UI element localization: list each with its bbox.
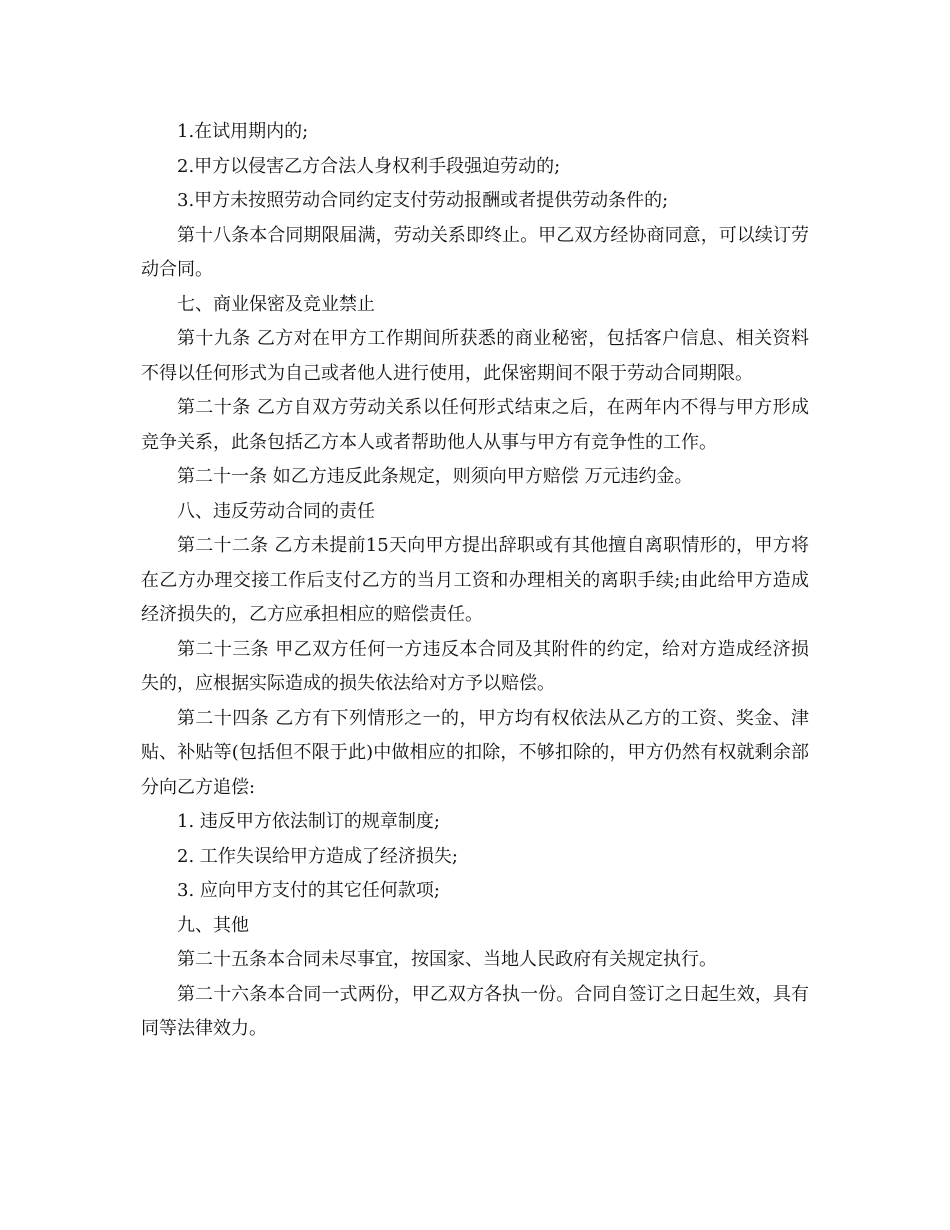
article-22: 第二十二条 乙方未提前15天向甲方提出辞职或有其他擅自离职情形的，甲方将在乙方办理交接工作后支付乙方的当月工资和办理相关的离职手续;由此给甲方造成经济损失的，乙方应承担相应的赔偿责任。 <box>141 535 809 625</box>
list-item-work-error: 2. 工作失误给甲方造成了经济损失; <box>177 845 458 867</box>
list-item-other-payments: 3. 应向甲方支付的其它任何款项; <box>177 880 440 901</box>
list-item-forced-labor: 2.甲方以侵害乙方合法人身权利手段强迫劳动的; <box>177 155 561 177</box>
article-21: 第二十一条 如乙方违反此条规定，则须向甲方赔偿 万元违约金。 <box>177 466 693 487</box>
article-26: 第二十六条本合同一式两份，甲乙双方各执一份。合同自签订之日起生效，具有同等法律效力。 <box>141 983 809 1039</box>
section-heading-confidentiality: 七、商业保密及竞业禁止 <box>177 293 375 315</box>
article-23: 第二十三条 甲乙双方任何一方违反本合同及其附件的约定，给对方造成经济损失的，应根据实际造成的损失依法给对方予以赔偿。 <box>141 638 809 694</box>
section-heading-other: 九、其他 <box>177 914 249 936</box>
section-heading-liability: 八、违反劳动合同的责任 <box>177 500 375 522</box>
list-item-probation: 1.在试用期内的; <box>177 121 309 142</box>
article-25: 第二十五条本合同未尽事宜，按国家、当地人民政府有关规定执行。 <box>177 949 717 970</box>
list-item-rules-violation: 1. 违反甲方依法制订的规章制度; <box>177 811 440 832</box>
article-24: 第二十四条 乙方有下列情形之一的，甲方均有权依法从乙方的工资、奖金、津贴、补贴等(包括但不限于此)中做相应的扣除，不够扣除的，甲方仍然有权就剩余部分向乙方追偿: <box>141 707 809 798</box>
article-19: 第十九条 乙方对在甲方工作期间所获悉的商业秘密，包括客户信息、相关资料不得以任何形式为自己或者他人进行使用，此保密期间不限于劳动合同期限。 <box>141 328 809 384</box>
list-item-unpaid-remuneration: 3.甲方未按照劳动合同约定支付劳动报酬或者提供劳动条件的; <box>177 190 669 211</box>
article-20: 第二十条 乙方自双方劳动关系以任何形式结束之后，在两年内不得与甲方形成竞争关系，此条包括乙方本人或者帮助他人从事与甲方有竞争性的工作。 <box>141 397 809 453</box>
document-body <box>141 115 809 1047</box>
article-18: 第十八条本合同期限届满，劳动关系即终止。甲乙双方经协商同意，可以续订劳动合同。 <box>141 224 809 280</box>
